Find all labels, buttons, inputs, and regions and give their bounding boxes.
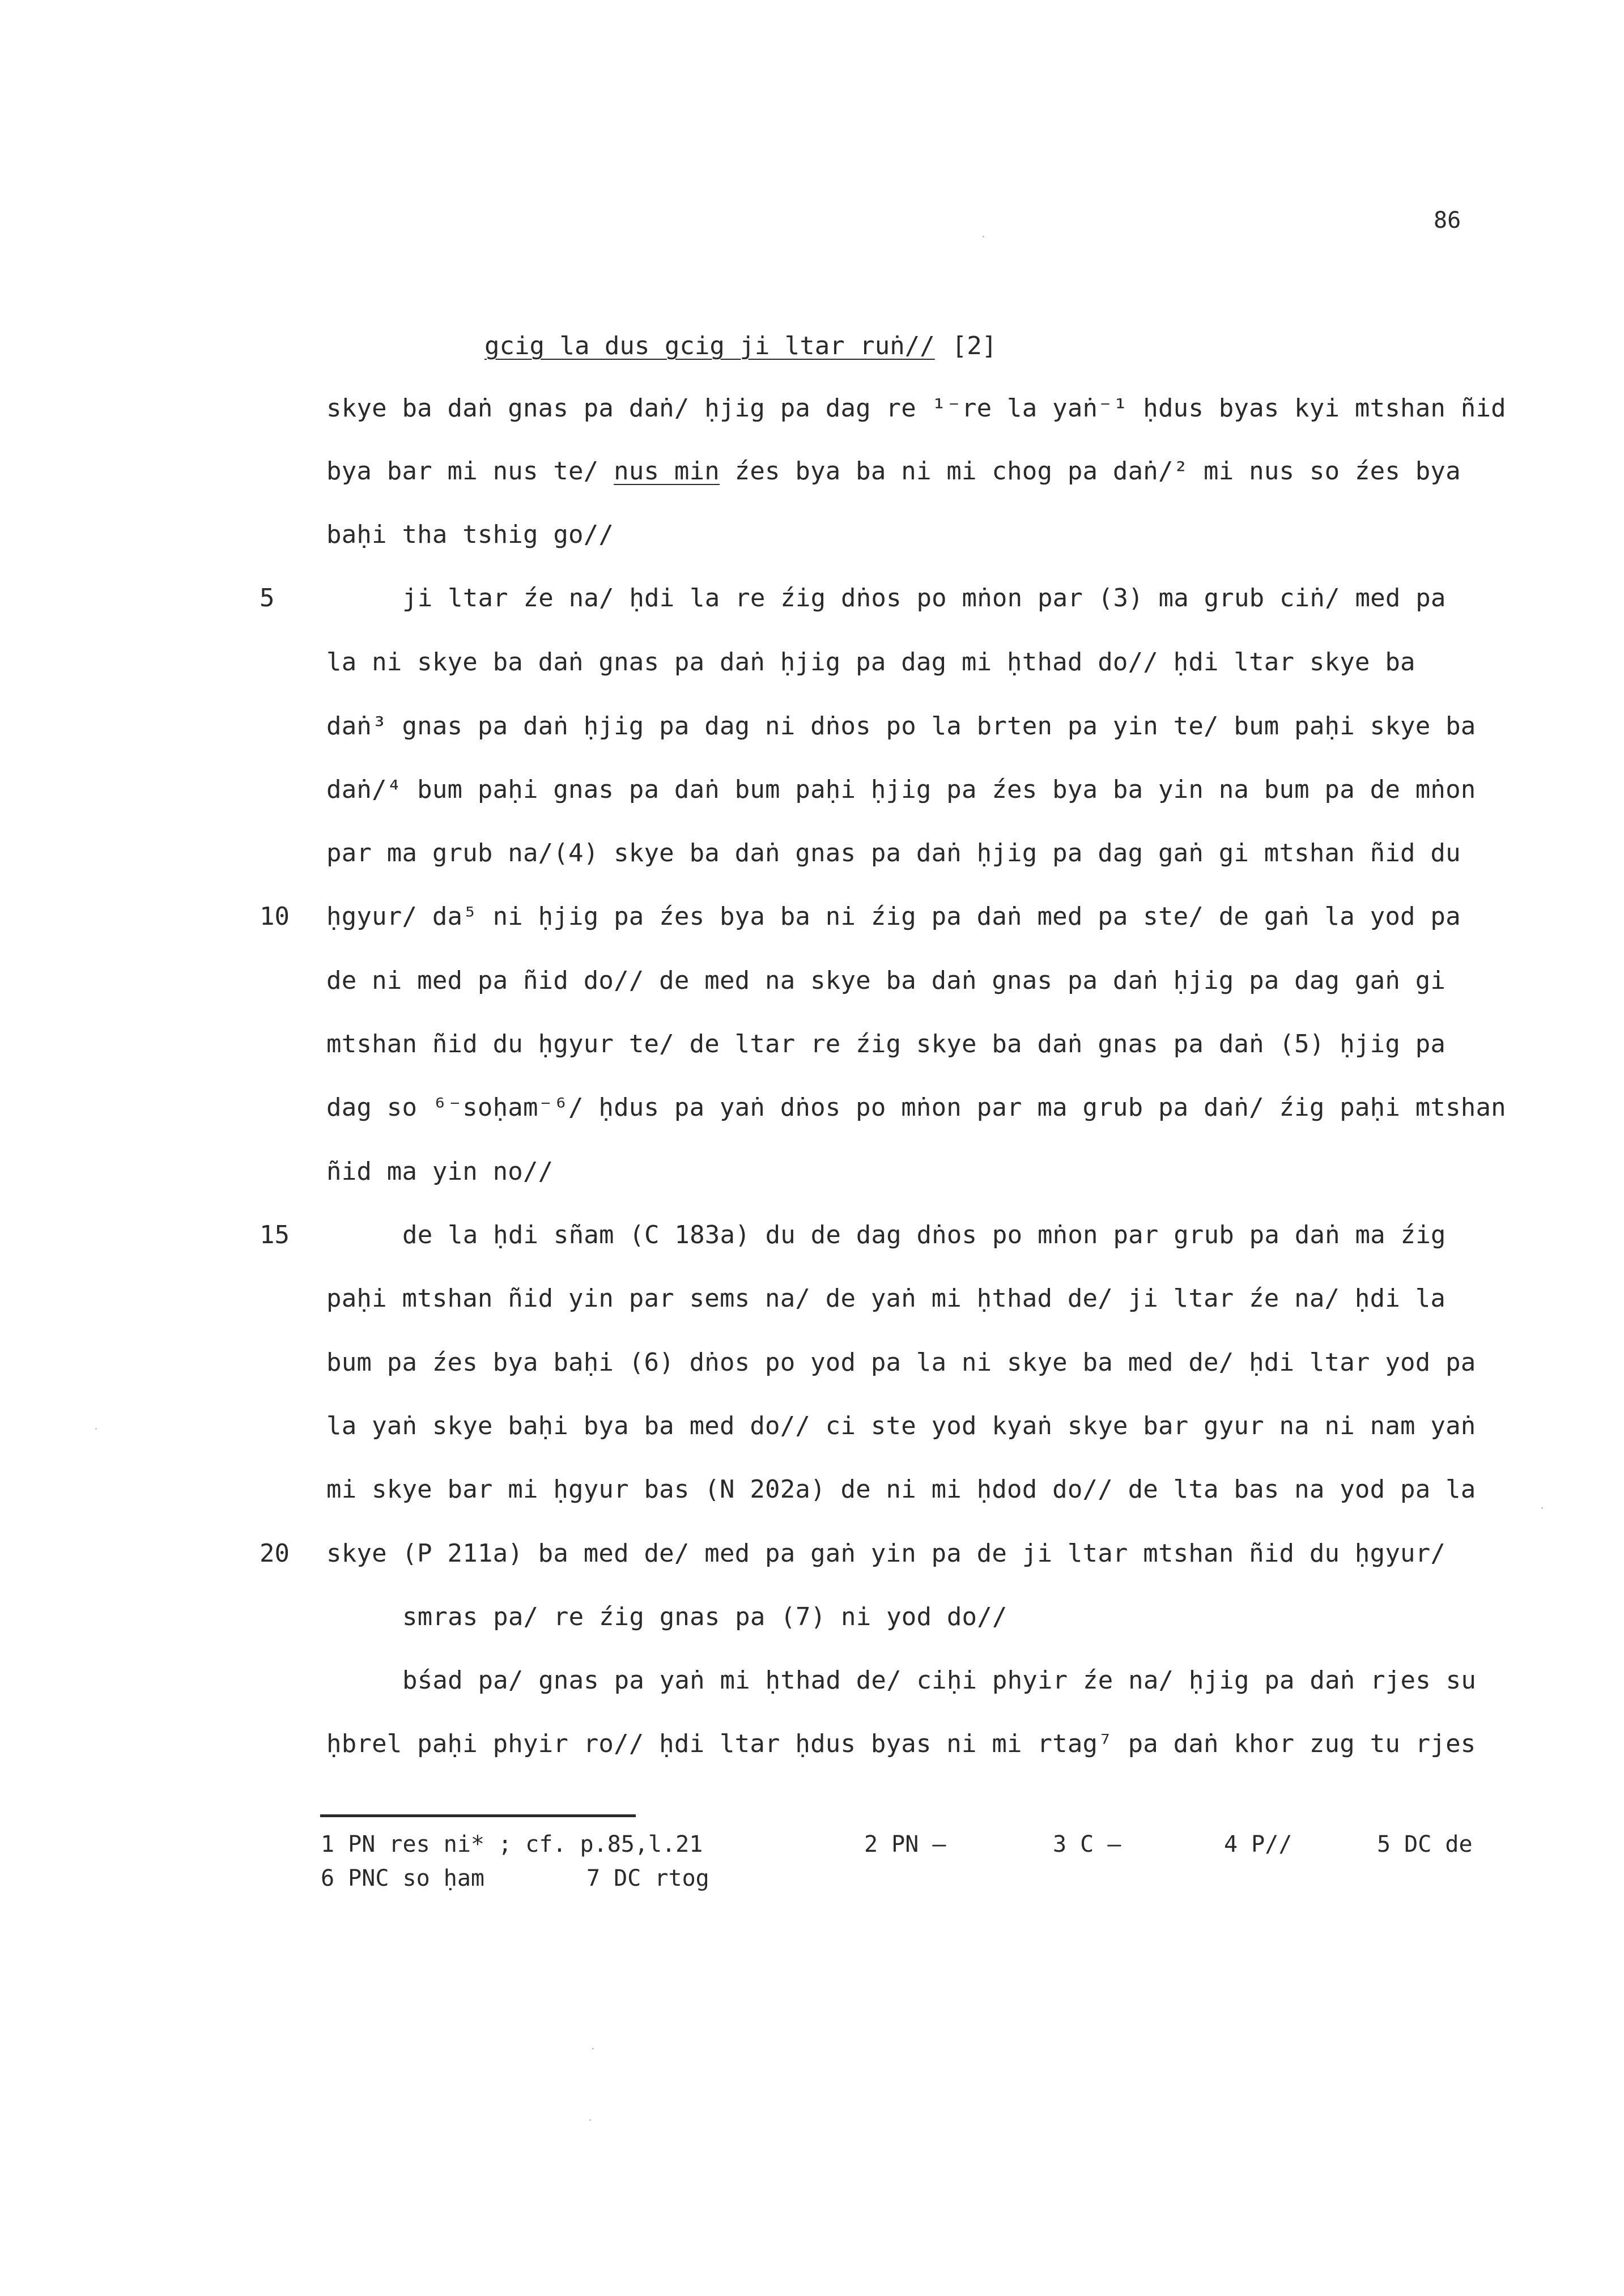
text-line: daṅ³ gnas pa daṅ ḥjig pa dag ni dṅos po la brten pa yin te/ bum paḥi skye ba (326, 712, 1476, 741)
footnote: 2 PN — (864, 1831, 946, 1857)
footnote-rule (320, 1814, 636, 1817)
text-line: de ni med pa ñid do// de med na skye ba daṅ gnas pa daṅ ḥjig pa dag gaṅ gi (326, 966, 1446, 995)
page-number: 86 (1434, 207, 1461, 233)
scan-speck (95, 1428, 97, 1430)
text-line: dag so ⁶⁻soḥam⁻⁶/ ḥdus pa yaṅ dṅos po mṅon par ma grub pa daṅ/ źig paḥi mtshan (326, 1093, 1506, 1122)
text-line: la ni skye ba daṅ gnas pa daṅ ḥjig pa dag mi ḥthad do// ḥdi ltar skye ba (326, 648, 1415, 677)
text-line: de la ḥdi sñam (C 183a) du de dag dṅos po mṅon par grub pa daṅ ma źig (402, 1221, 1446, 1249)
line-number: 10 (260, 902, 290, 931)
text-line: skye (P 211a) ba med de/ med pa gaṅ yin pa de ji ltar mtshan ñid du ḥgyur/ (326, 1539, 1446, 1568)
text-line: skye ba daṅ gnas pa daṅ/ ḥjig pa dag re ¹⁻re la yaṅ⁻¹ ḥdus byas kyi mtshan ñid (326, 394, 1506, 423)
footnote: 7 DC rtog (586, 1865, 709, 1891)
text-line: ji ltar źe na/ ḥdi la re źig dṅos po mṅon par (3) ma grub ciṅ/ med pa (402, 584, 1446, 613)
section-heading (484, 331, 997, 360)
text-line: ḥgyur/ da⁵ ni ḥjig pa źes bya ba ni źig pa daṅ med pa ste/ de gaṅ la yod pa (326, 902, 1461, 931)
text-line: ḥbrel paḥi phyir ro// ḥdi ltar ḥdus byas ni mi rtag⁷ pa daṅ khor zug tu rjes (326, 1729, 1476, 1758)
underlined-phrase: nus min (614, 457, 720, 486)
footnote: 5 DC de (1377, 1831, 1473, 1857)
line-number: 5 (260, 584, 275, 613)
scan-speck (589, 2119, 591, 2121)
text-line: bya bar mi nus te/ nus min źes bya ba ni mi chog pa daṅ/² mi nus so źes bya (326, 457, 1461, 486)
footnote: 6 PNC so ḥam (321, 1865, 484, 1891)
text-line: daṅ/⁴ bum paḥi gnas pa daṅ bum paḥi ḥjig pa źes bya ba yin na bum pa de mṅon (326, 775, 1476, 804)
text-line: paḥi mtshan ñid yin par sems na/ de yaṅ mi ḥthad de/ ji ltar źe na/ ḥdi la (326, 1284, 1446, 1313)
heading-title: gcig la dus gcig ji ltar ruṅ// (484, 331, 935, 360)
line-number: 20 (260, 1539, 290, 1568)
text-line: baḥi tha tshig go// (326, 520, 614, 549)
scan-speck (592, 2048, 594, 2050)
text-line: par ma grub na/(4) skye ba daṅ gnas pa daṅ ḥjig pa dag gaṅ gi mtshan ñid du (326, 839, 1461, 868)
text-line: smras pa/ re źig gnas pa (7) ni yod do// (402, 1602, 1007, 1631)
text-line: bśad pa/ gnas pa yaṅ mi ḥthad de/ ciḥi phyir źe na/ ḥjig pa daṅ rjes su (402, 1666, 1477, 1695)
text-line: mtshan ñid du ḥgyur te/ de ltar re źig skye ba daṅ gnas pa daṅ (5) ḥjig pa (326, 1030, 1446, 1058)
text-line: bum pa źes bya baḥi (6) dṅos po yod pa la ni skye ba med de/ ḥdi ltar yod pa (326, 1348, 1476, 1377)
footnote: 3 C — (1053, 1831, 1121, 1857)
text-line: la yaṅ skye baḥi bya ba med do// ci ste yod kyaṅ skye bar gyur na ni nam yaṅ (326, 1411, 1476, 1440)
footnote: 4 P// (1224, 1831, 1293, 1857)
text-line: ñid ma yin no// (326, 1157, 554, 1186)
scan-speck (1541, 1507, 1543, 1509)
footnote: 1 PN res ni* ; cf. p.85,l.21 (321, 1831, 703, 1857)
text-line: mi skye bar mi ḥgyur bas (N 202a) de ni mi ḥdod do// de lta bas na yod pa la (326, 1475, 1476, 1504)
line-number: 15 (260, 1221, 290, 1249)
scan-speck (983, 236, 984, 237)
heading-marker: [2] (951, 331, 997, 360)
